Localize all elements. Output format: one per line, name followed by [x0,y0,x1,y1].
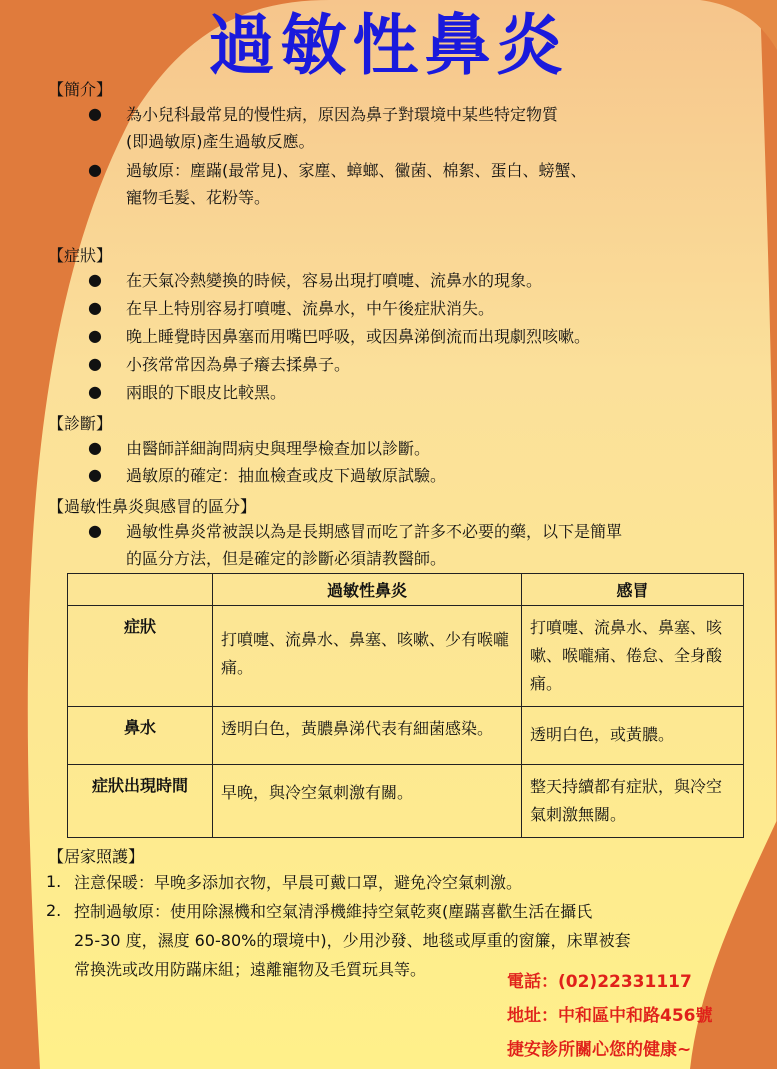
row-label: 鼻水 [68,707,213,765]
list-item: 在早上特別容易打噴嚏、流鼻水，中午後症狀消失。 [126,299,495,318]
list-item: 在天氣冷熱變換的時候，容易出現打噴嚏、流鼻水的現象。 [126,271,543,290]
comparison-table [67,573,744,838]
list-item: 過敏原的確定：抽血檢查或皮下過敏原試驗。 [126,466,447,485]
list-item: 兩眼的下眼皮比較黑。 [126,383,287,402]
table-cell: 打噴嚏、流鼻水、鼻塞、咳嗽、喉嚨痛、倦怠、全身酸痛。 [522,606,744,707]
section-heading-diagnosis: 【診斷】 [48,414,113,433]
page-title: 過敏性鼻炎 [208,7,569,84]
table-row [68,707,744,765]
bullet-icon: ● [88,104,102,123]
table-row [68,765,744,838]
section-heading-intro: 【簡介】 [48,80,113,99]
bullet-icon: ● [88,354,102,373]
list-item: 控制過敏原：使用除濕機和空氣清淨機維持空氣乾爽(塵蹣喜歡生活在攝氏 25-30 度，濕度 60-80%的環境中)，少用沙發、地毯或厚重的窗簾，床單被套 常換洗或改用防蹣床組；遠離寵物及毛質玩具等。 [74,902,631,979]
bullet-icon: ● [88,465,102,484]
table-header: 過敏性鼻炎 [213,574,522,606]
table-cell: 早晚，與冷空氣刺激有關。 [213,765,522,838]
list-item: 為小兒科最常見的慢性病，原因為鼻子對環境中某些特定物質 (即過敏原)產生過敏反應。 [126,105,559,151]
contact-phone: 電話：(02)22331117 [507,972,692,992]
list-number: 1. [46,872,62,891]
table-cell: 透明白色，或黃膿。 [522,707,744,765]
list-item: 由醫師詳細詢問病史與理學檢查加以診斷。 [126,439,431,458]
table-cell: 打噴嚏、流鼻水、鼻塞、咳嗽、少有喉嚨痛。 [213,606,522,707]
table-header [68,574,213,606]
bullet-icon: ● [88,270,102,289]
row-label: 症狀出現時間 [68,765,213,838]
bullet-icon: ● [88,160,102,179]
bullet-icon: ● [88,326,102,345]
contact-slogan: 捷安診所關心您的健康~ [507,1040,692,1060]
list-item: 小孩常常因為鼻子癢去揉鼻子。 [126,355,351,374]
list-item: 晚上睡覺時因鼻塞而用嘴巴呼吸，或因鼻涕倒流而出現劇烈咳嗽。 [126,327,591,346]
table-header: 感冒 [522,574,744,606]
list-item: 注意保暖：早晚多添加衣物，早晨可戴口罩，避免冷空氣刺激。 [74,873,523,892]
bullet-icon: ● [88,438,102,457]
contact-address: 地址：中和區中和路456號 [507,1006,713,1026]
bullet-icon: ● [88,298,102,317]
section-heading-difference: 【過敏性鼻炎與感冒的區分】 [48,497,257,516]
row-label: 症狀 [68,606,213,707]
list-number: 2. [46,901,62,920]
table-header-row [68,574,744,606]
table-cell: 透明白色，黃膿鼻涕代表有細菌感染。 [213,707,522,765]
bullet-icon: ● [88,382,102,401]
section-heading-homecare: 【居家照護】 [48,847,145,866]
table-cell: 整天持續都有症狀，與冷空氣刺激無關。 [522,765,744,838]
list-item: 過敏性鼻炎常被誤以為是長期感冒而吃了許多不必要的藥，以下是簡單 的區分方法，但是確定的診斷必須請教醫師。 [126,522,623,568]
section-heading-symptoms: 【症狀】 [48,246,113,265]
table-row [68,606,744,707]
bullet-icon: ● [88,521,102,540]
list-item: 過敏原：塵蹣(最常見)、家塵、蟑螂、黴菌、棉絮、蛋白、螃蟹、 寵物毛髮、花粉等。 [126,161,587,207]
